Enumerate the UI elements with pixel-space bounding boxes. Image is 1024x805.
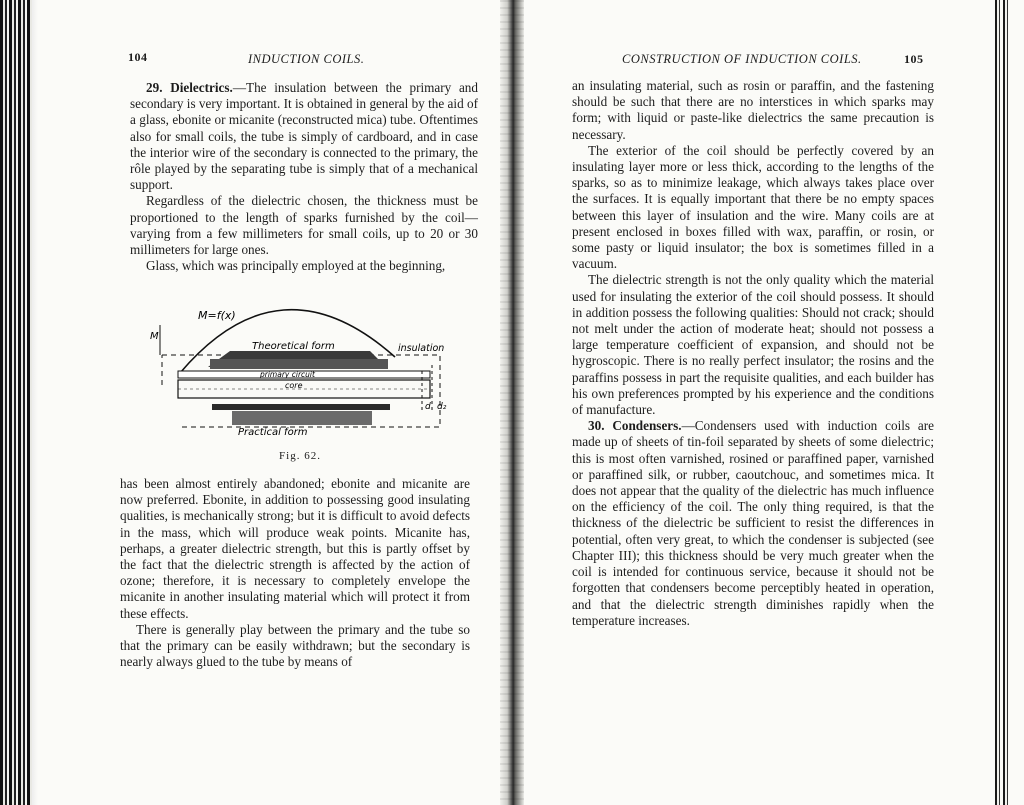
label-m-fx: M=f(x): [198, 309, 236, 322]
theoretical-winding: [210, 359, 388, 369]
left-page-number: 104: [128, 50, 148, 64]
paragraph-exterior: The exterior of the coil should be perfectly covered by an insulating layer more or less thick, according to the lengths of the sparks, so as to minimize leakage, which always takes place over the surfaces. It is equally important that there be no empty spaces between this layer of insulation and the wire. Many coils are at present enclosed in boxes filled with wax, paraffin, or rosin, or some pasty or liquid insulator; the box is sometimes filled in a vacuum.: [572, 142, 934, 272]
left-page: [0, 0, 505, 805]
paragraph-dielectrics: [130, 80, 478, 193]
right-page: [520, 0, 1024, 805]
label-theoretical-form: Theoretical form: [252, 341, 335, 352]
label-d2: d₂: [437, 402, 447, 412]
label-practical-form: Practical form: [238, 427, 308, 438]
right-text: [572, 78, 934, 629]
figure-62: [140, 285, 460, 460]
left-text-top: [130, 80, 478, 274]
label-core: core: [285, 381, 303, 390]
coil-diagram: [140, 285, 460, 450]
label-primary-circuit: primary circuit: [260, 370, 315, 379]
section-heading-30: 30. Condensers.: [588, 418, 682, 434]
paragraph-text: —The insulation between the primary and secondary is very important. It is obtained in general by the aid of a glass, ebonite or micanite (reconstructed mica) tube. Oftentimes also for small coils, the tube is simply of cardboard, and in case the interior wire of the secondary is connected to the primary, the rôle played by the separating tube is simply that of a mechanical support.: [130, 80, 478, 193]
paragraph-play: There is generally play between the primary and the tube so that the primary can be easily withdrawn; but the secondary is nearly always glued to the tube by means of: [120, 621, 470, 670]
left-running-title: INDUCTION COILS.: [248, 52, 365, 66]
paragraph-abandoned: has been almost entirely abandoned; ebonite and micanite are now preferred. Ebonite, in addition to possessing good insulating qualities, is mechanically strong; but it is difficult to avoid defects in the mass, which will produce weak points. Micanite has, perhaps, a greater dielectric strength, but this is partly offset by the fact that the dielectric strength is affected by the action of ozone; therefore, it is necessary to completely envelope the micanite in another insulating material which will protect it from these effects.: [120, 476, 470, 621]
practical-form-shape: [232, 411, 372, 425]
paragraph-dielectric-strength: The dielectric strength is not the only quality which the material used for insulating the exterior of the coil should possess. It should in addition possess the following qualities: Should not crack; should not melt under the action of moderate heat; should not possess a large temperature coefficient of expansion, and should not be hygroscopic. There is no really perfect insulator; the rosins and the paraffins possess in part the requisite qualities, and each builder has his own preferences prompted by his experience and the conditions of manufacture.: [572, 272, 934, 418]
right-running-title: CONSTRUCTION OF INDUCTION COILS.: [622, 52, 862, 66]
label-d1: d: [425, 402, 431, 412]
figure-caption: Fig. 62.: [279, 450, 321, 462]
paragraph-thickness: Regardless of the dielectric chosen, the thickness must be proportioned to the length of sparks furnished by the coil—varying from a few millimeters for small coils, up to 20 or 30 millimeters for large ones.: [130, 193, 478, 258]
paragraph-text: —Condensers used with induction coils are made up of sheets of tin-foil separated by sheets of some dielectric; this is most often varnished, rosined or paraffined paper, varnished or paraffined silk, or rubber, caoutchouc, and sometimes mica. It does not appear that the quality of the dielectric has much influence on the efficiency of the coil. The only thing required, is that the thickness of the dielectric be sufficient to resist the differences in potential, often very great, to which the condenser is subjected (see Chapter III); this thickness should be very much greater when the coil is intended for continuous service, because it should not be forgotten that condensers become perceptibly heated in operation, and that the dielectric strength diminishes rapidly when the temperature increases.: [572, 418, 934, 628]
right-page-number: 105: [904, 52, 924, 66]
left-text-bottom: [120, 476, 470, 670]
paragraph-condensers: [572, 418, 934, 629]
section-heading-29: 29. Dielectrics.: [146, 80, 233, 95]
label-m: M: [150, 331, 159, 342]
paragraph-insulating-material: an insulating material, such as rosin or paraffin, and the fastening should be such that there are no interstices in which sparks may form; with liquid or paste-like dielectrics the same precaution is necessary.: [572, 78, 934, 142]
paragraph-glass: Glass, which was principally employed at the beginning,: [146, 258, 446, 274]
label-insulation: insulation: [398, 343, 445, 354]
practical-winding-top: [212, 404, 390, 410]
